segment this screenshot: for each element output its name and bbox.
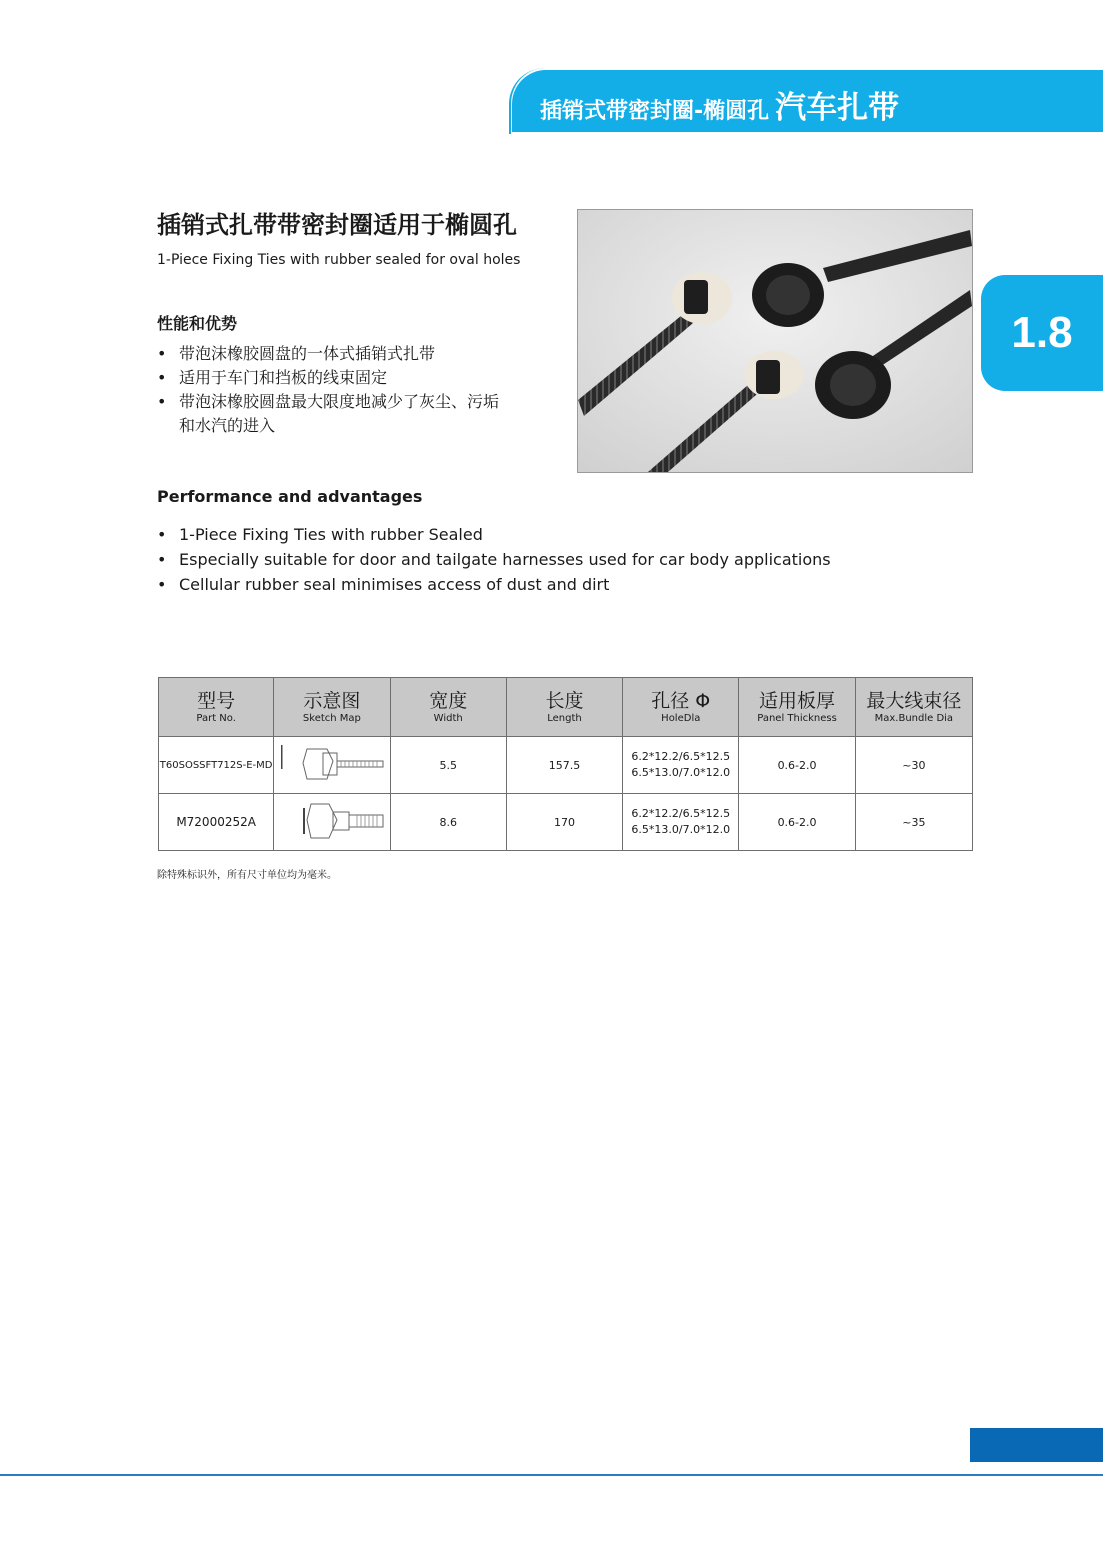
product-title-cn: 插销式扎带带密封圈适用于椭圆孔	[157, 211, 517, 239]
table-header-cell: 孔径 Φ HoleDla	[623, 678, 739, 737]
list-item: • 带泡沫橡胶圆盘最大限度地减少了灰尘、污垢和水汽的进入	[157, 390, 509, 438]
header-title	[540, 82, 899, 127]
width-cell: 5.5	[390, 737, 506, 794]
sketch-icon	[277, 798, 387, 844]
table-header-cell: 示意图 Sketch Map	[274, 678, 390, 737]
footer-divider	[0, 1474, 1103, 1476]
unit-note: 除特殊标识外，所有尺寸单位均为毫米。	[157, 870, 337, 881]
width-cell: 8.6	[390, 794, 506, 851]
hole-dia-cell: 6.2*12.2/6.5*12.5 6.5*13.0/7.0*12.0	[623, 737, 739, 794]
table-header-cell: 最大线束径 Max.Bundle Dia	[855, 678, 972, 737]
list-item: • Cellular rubber seal minimises access of dust and dirt	[157, 572, 831, 597]
performance-heading-cn: 性能和优势	[157, 314, 238, 333]
list-item: • 1-Piece Fixing Ties with rubber Sealed	[157, 522, 831, 547]
performance-heading-en: Performance and advantages	[157, 487, 423, 506]
panel-thickness-cell: 0.6-2.0	[739, 794, 855, 851]
table-header-cell: 长度 Length	[506, 678, 622, 737]
header-subtitle: 插销式带密封圈-椭圆孔	[540, 99, 770, 124]
performance-list-en	[157, 522, 831, 597]
table-row	[159, 737, 973, 794]
bundle-dia-cell: ~35	[855, 794, 972, 851]
table-header-cell: 适用板厚 Panel Thickness	[739, 678, 855, 737]
list-item: • 适用于车门和挡板的线束固定	[157, 366, 509, 390]
part-number-cell: M72000252A	[159, 794, 274, 851]
footer-accent-block	[970, 1428, 1103, 1462]
product-photo	[577, 209, 973, 473]
panel-thickness-cell: 0.6-2.0	[739, 737, 855, 794]
length-cell: 157.5	[506, 737, 622, 794]
specs-table	[158, 677, 973, 851]
length-cell: 170	[506, 794, 622, 851]
list-item: • 带泡沫橡胶圆盘的一体式插销式扎带	[157, 342, 509, 366]
table-header-row	[159, 678, 973, 737]
sketch-cell	[274, 794, 390, 851]
bundle-dia-cell: ~30	[855, 737, 972, 794]
section-number-tab: 1.8	[981, 275, 1103, 391]
table-header-cell: 型号 Part No.	[159, 678, 274, 737]
part-number-cell: T60SOSSFT712S-E-MD	[159, 737, 274, 794]
table-header-cell: 宽度 Width	[390, 678, 506, 737]
header-main-title: 汽车扎带	[775, 90, 900, 126]
sketch-icon	[277, 741, 387, 787]
hole-dia-cell: 6.2*12.2/6.5*12.5 6.5*13.0/7.0*12.0	[623, 794, 739, 851]
table-row	[159, 794, 973, 851]
header-banner	[512, 70, 1103, 132]
list-item: • Especially suitable for door and tailgate harnesses used for car body applications	[157, 547, 831, 572]
performance-list-cn	[157, 342, 509, 438]
sketch-cell	[274, 737, 390, 794]
product-title-en: 1-Piece Fixing Ties with rubber sealed for oval holes	[157, 252, 521, 268]
